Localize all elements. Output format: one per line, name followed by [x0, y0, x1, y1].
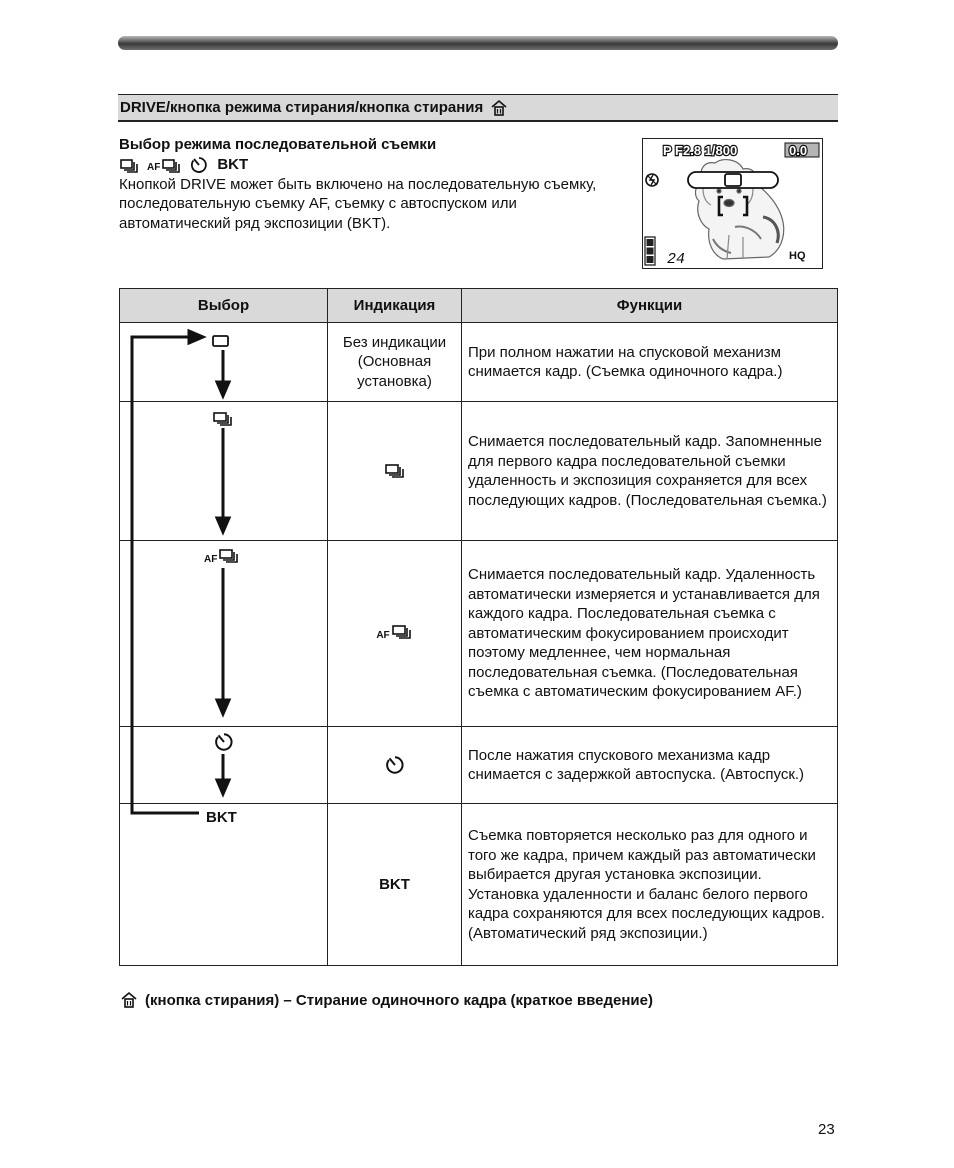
erase-trash-icon — [119, 990, 139, 1010]
header-selection: Выбор — [120, 289, 328, 323]
function-cell: Снимается последовательный кадр. Удаленность автоматически измеряется и устанавливается для каждого кадра. Последовательная съемка с автоматическим фокусированием происходит поэтому медленнее, чем нормальная последовательная съемка. (Последовательная съемка с автоматическим фокусированием AF.) — [462, 541, 838, 727]
af-label: AF — [204, 554, 218, 565]
af-sequential-shooting-icon — [391, 623, 413, 641]
indication-cell: BKT — [328, 804, 462, 966]
intro-block — [119, 135, 619, 233]
self-timer-icon — [189, 155, 209, 175]
single-frame-icon — [210, 333, 232, 349]
af-label: AF — [376, 630, 390, 642]
table-row — [120, 727, 838, 804]
page-number: 23 — [818, 1121, 835, 1138]
footer-note — [119, 990, 653, 1010]
self-timer-icon — [384, 754, 406, 776]
function-cell: Съемка повторяется несколько раз для одного и того же кадра, причем каждый раз автоматически выбирается другая установка экспозиции. Установка удаленности и баланс белого первого кадра сохраняются для всех последующих кадров. (Автоматический ряд экспозиции.) — [462, 804, 838, 966]
selection-bkt-label: BKT — [206, 809, 237, 826]
indication-cell: Без индикации (Основная установка) — [328, 323, 462, 402]
table-row — [120, 541, 838, 727]
selection-cell-single — [120, 323, 328, 402]
drive-modes-icons — [119, 155, 619, 175]
footer-note-text: (кнопка стирания) – Стирание одиночного кадра (краткое введение) — [145, 991, 653, 1009]
header-functions: Функции — [462, 289, 838, 323]
function-cell: Снимается последовательный кадр. Запомненные для первого кадра последовательной съемки удаленность и экспозиция сохраняется для всех последующих кадров. (Последовательная съемка.) — [462, 402, 838, 541]
sequential-shooting-icon — [212, 410, 234, 428]
lcd-screen-illustration — [642, 138, 823, 269]
flash-off-icon — [646, 174, 658, 186]
indication-cell — [328, 402, 462, 541]
function-cell: При полном нажатии на спусковой механизм снимается кадр. (Съемка одиночного кадра.) — [462, 323, 838, 402]
header-indication: Индикация — [328, 289, 462, 323]
memory-gauge-icon — [645, 237, 655, 265]
sequential-shooting-icon — [384, 462, 406, 480]
table-row — [120, 402, 838, 541]
table-row — [120, 804, 838, 966]
intro-body: Кнопкой DRIVE может быть включено на последовательную съемку, последовательную съемку AF, съемку с автоспуском или автоматический ряд экспозиции (BKT). — [119, 175, 597, 232]
section-title — [118, 94, 838, 122]
af-label: AF — [147, 161, 161, 173]
indication-cell — [328, 541, 462, 727]
selection-cell-af-sequential — [120, 541, 328, 727]
table-row — [120, 323, 838, 402]
lcd-exposure-value: 0.0 — [789, 143, 808, 158]
lcd-mode-readout: P F2.8 1/800 — [663, 143, 738, 158]
intro-heading: Выбор режима последовательной съемки — [119, 136, 437, 153]
af-sequential-shooting-icon — [218, 547, 240, 565]
bkt-label: BKT — [217, 155, 249, 173]
top-decorative-bar — [118, 36, 838, 50]
sequential-shooting-icon — [119, 157, 139, 173]
table-header-row — [120, 289, 838, 323]
function-cell: После нажатия спускового механизма кадр снимается с задержкой автоспуска. (Автоспуск.) — [462, 727, 838, 804]
selection-cell-sequential — [120, 402, 328, 541]
lcd-drawing — [643, 139, 822, 268]
selection-cell-bkt — [120, 804, 328, 966]
selection-cell-self-timer — [120, 727, 328, 804]
indication-cell — [328, 727, 462, 804]
lcd-quality: HQ — [789, 250, 806, 262]
af-sequential-shooting-icon — [161, 157, 181, 173]
self-timer-icon — [213, 731, 235, 753]
section-title-text: DRIVE/кнопка режима стирания/кнопка стирания — [120, 99, 484, 116]
lcd-frame-count: 24 — [667, 251, 686, 268]
drive-modes-table — [119, 288, 838, 966]
erase-trash-icon — [489, 98, 509, 118]
